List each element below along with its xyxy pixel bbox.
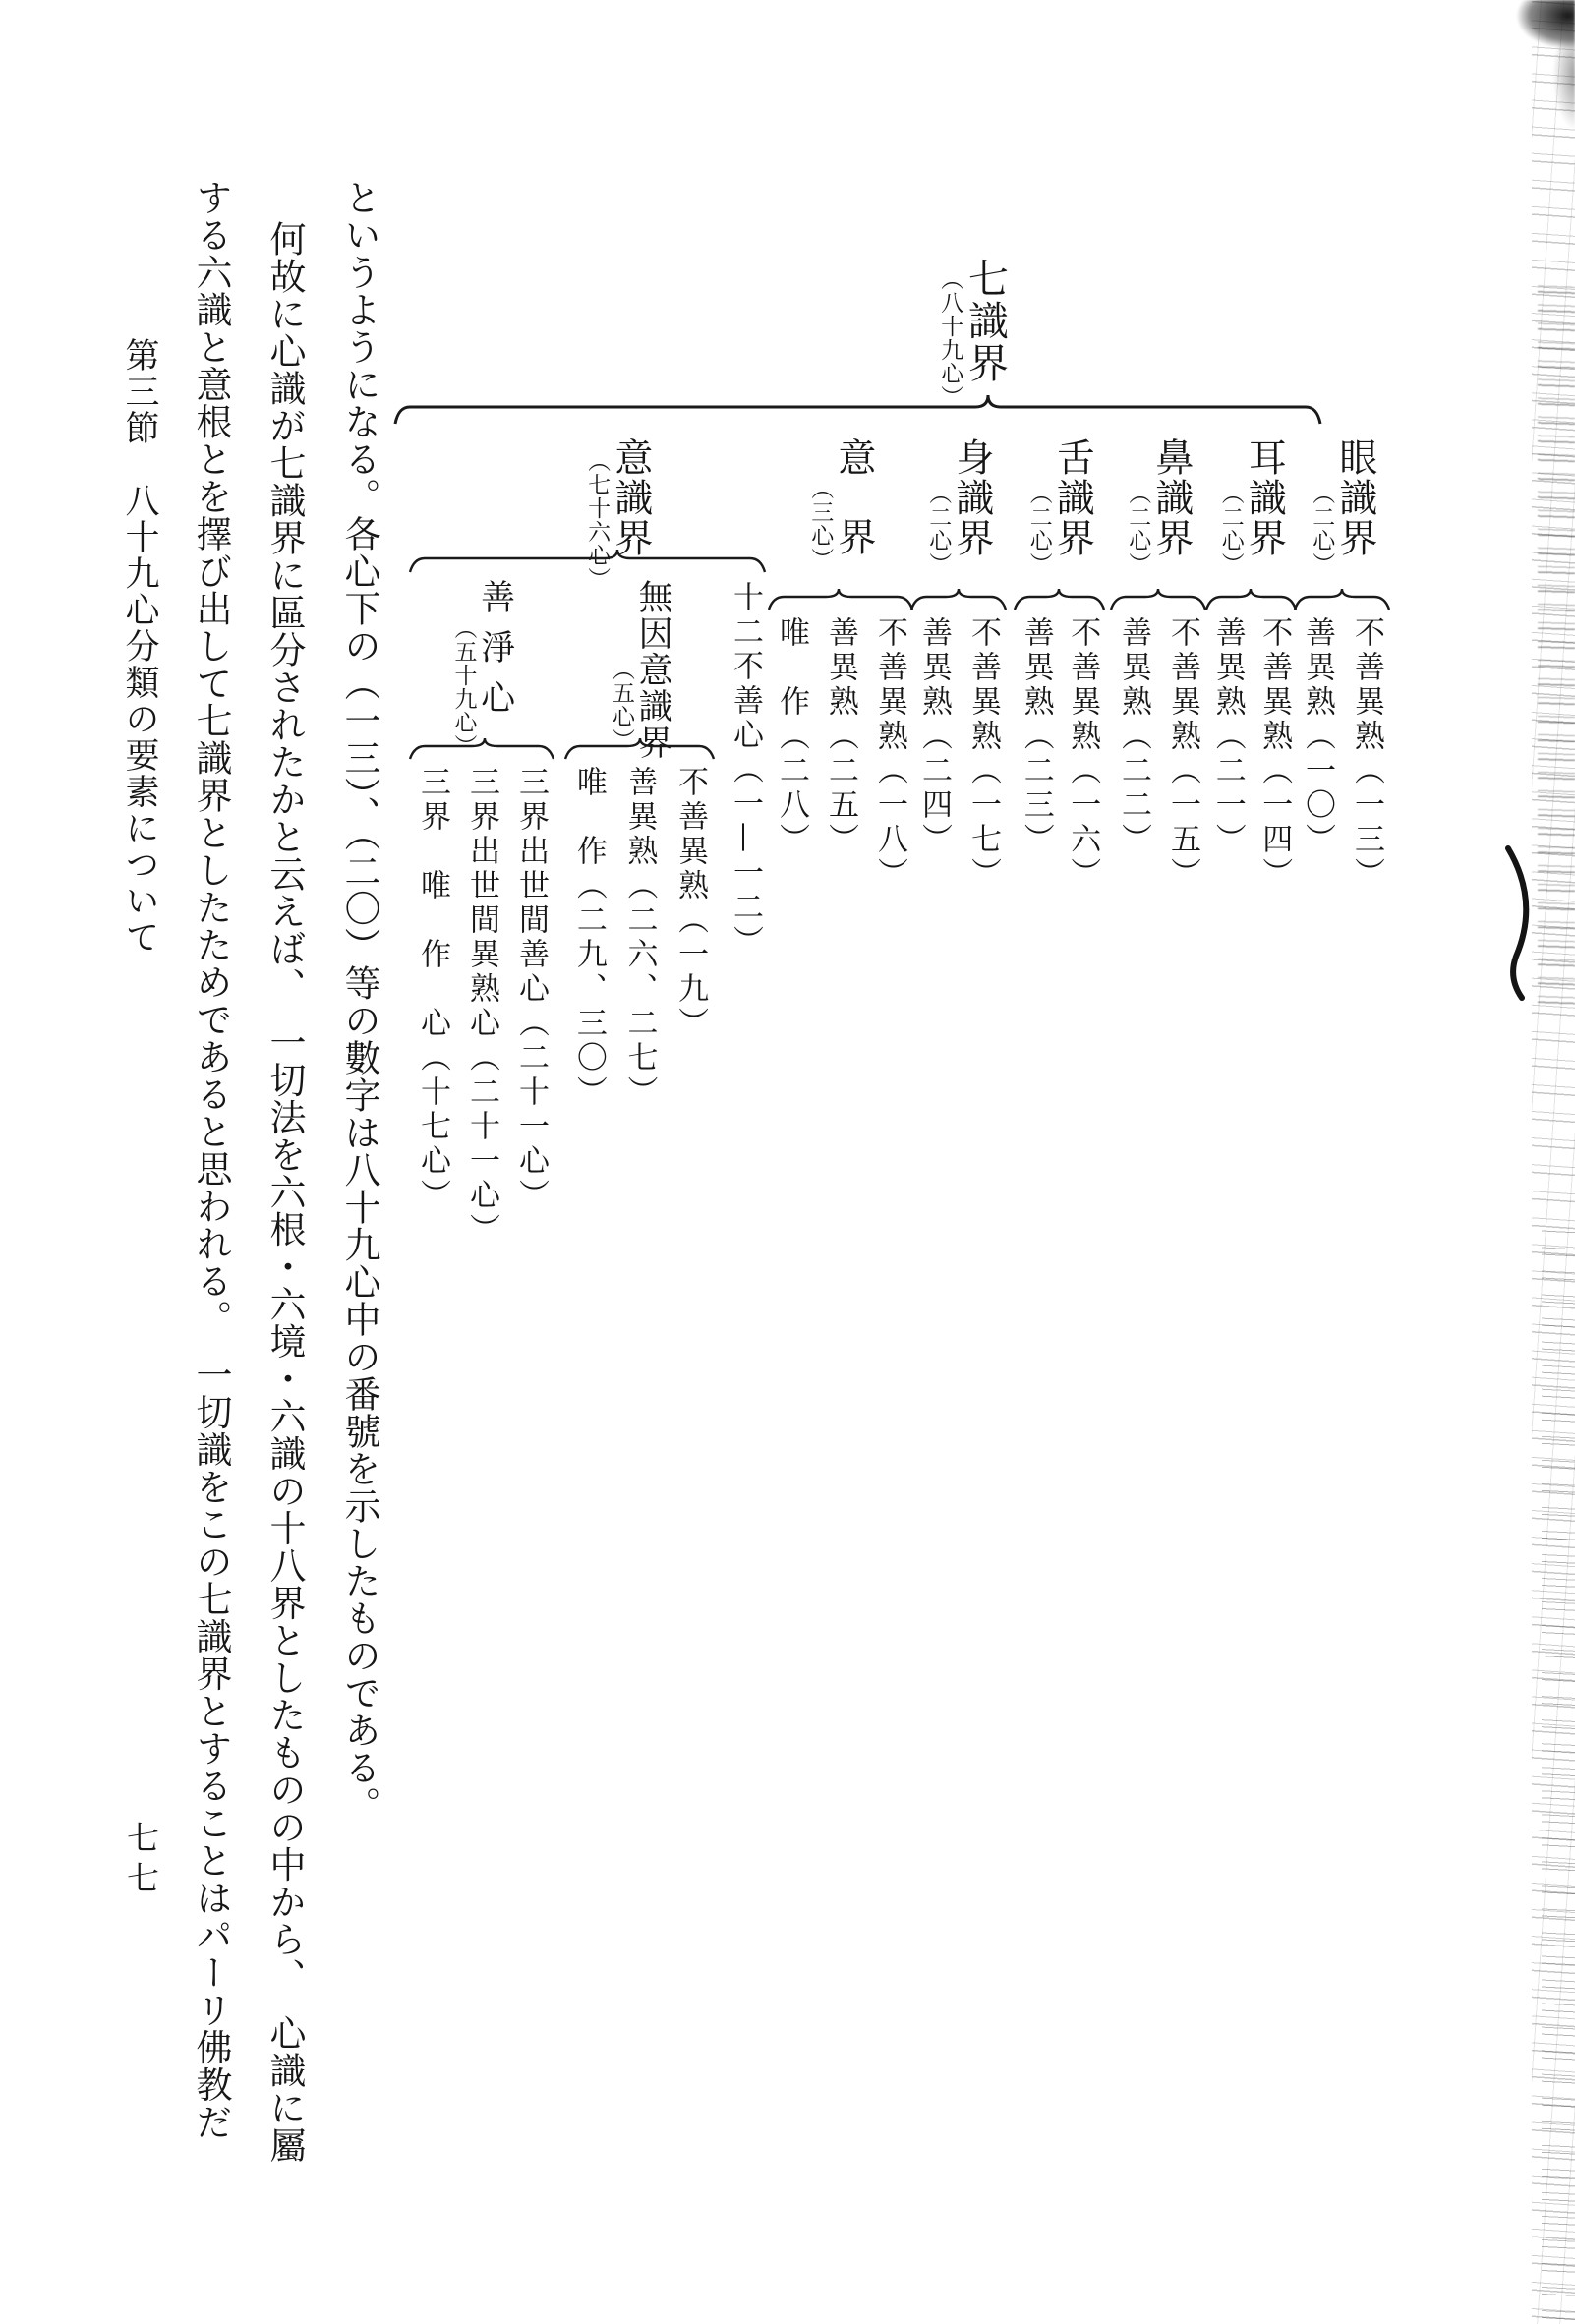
- leaf-item: 善異熟（二五）: [823, 616, 858, 857]
- leaf-row: [563, 766, 716, 1110]
- group-brace: [1109, 587, 1207, 612]
- leaf-item: 唯 作（二九、三〇）: [570, 766, 607, 1110]
- paragraph-column-1: というようになる。各心下の（一三）、（二〇）等の數字は八十九心中の番號を示したものである。: [338, 179, 380, 1824]
- group-mind-element: [767, 437, 914, 892]
- group-annotation: （二心）: [1125, 482, 1151, 576]
- diagram-root: [936, 258, 1010, 409]
- group-eye-consciousness: [1293, 437, 1391, 892]
- group-body-consciousness: [909, 437, 1008, 892]
- leaf-row: [1013, 616, 1106, 892]
- group-ear-consciousness: [1204, 437, 1298, 892]
- scan-smudge-top-right: [1457, 0, 1575, 157]
- leaf-item: 不善異熟（一五）: [1165, 616, 1200, 892]
- group-header: [408, 437, 767, 591]
- leaf-item: 善異熟（二六、二七）: [621, 766, 658, 1110]
- section-heading: 第三節 八十九心分類の要素について: [120, 337, 159, 956]
- group-label: 鼻識界: [1148, 437, 1194, 558]
- main-brace: [393, 393, 1322, 427]
- leaf-row: [408, 766, 555, 1248]
- leaf-item: 善異熟（一〇）: [1300, 616, 1335, 857]
- group-label: 意界: [831, 437, 876, 597]
- group-label: 舌識界: [1050, 437, 1095, 558]
- group-brace: [909, 587, 1008, 612]
- group-brace: [1204, 587, 1298, 612]
- leaf-item: 不善異熟（一九）: [672, 766, 709, 1041]
- group-annotation: （二心）: [1025, 482, 1052, 576]
- group-brace: [1293, 587, 1391, 612]
- leaf-item: 不善異熟（一八）: [872, 616, 907, 892]
- paragraph-column-2: 何故に心識が七識界に區分されたかと云えば、 一切法を六根・六境・六識の十八界としたものの中から、 心識に屬: [263, 220, 306, 2164]
- group-tongue-consciousness: [1013, 437, 1106, 892]
- paragraph-column-3: する六識と意根とを擇び出して七識界としたためであると思われる。 一切識をこの七識界とすることはパーリ佛教だ: [190, 179, 232, 2141]
- leaf-item: 不善異熟（一六）: [1065, 616, 1101, 892]
- subgroup-label: 無因意識界: [633, 579, 673, 761]
- group-annotation: （二心）: [1217, 482, 1244, 576]
- leaf-item: 十二不善心（一—一二）: [728, 581, 763, 959]
- subgroup-brace: [563, 736, 716, 762]
- leaf-item: 唯 作（二八）: [774, 616, 809, 857]
- leaf-row: [767, 616, 914, 892]
- subgroup-brace: [408, 736, 555, 762]
- subgroup-annotation: （五十九心）: [450, 616, 477, 758]
- leaf-item: 不善異熟（一三）: [1349, 616, 1384, 892]
- group-label: 耳識界: [1242, 437, 1287, 558]
- subgroup-header: [608, 579, 673, 761]
- subgroup-label: 善淨心: [475, 579, 515, 729]
- group-label: 意識界: [608, 437, 653, 558]
- group-annotation: （三心）: [807, 477, 834, 571]
- group-annotation: （二心）: [925, 482, 952, 576]
- group-nose-consciousness: [1109, 437, 1207, 892]
- group-annotation: （七十六心）: [584, 449, 611, 591]
- group-label: 身識界: [949, 437, 994, 558]
- leaf-item: 善異熟（二一）: [1209, 616, 1246, 857]
- group-header: [1025, 437, 1094, 587]
- subgroup-annotation: （五心）: [608, 658, 634, 752]
- group-header: [1217, 437, 1286, 587]
- leaf-item: 三界 唯 作 心（十七心）: [415, 766, 450, 1213]
- group-brace: [767, 587, 914, 612]
- leaf-row: [909, 616, 1008, 892]
- group-mind-consciousness: [408, 437, 767, 1248]
- page-number: 七七: [122, 1821, 160, 1901]
- subgroup-beautiful-cittas: [408, 579, 555, 1248]
- mind-consciousness-children: [408, 579, 767, 1248]
- group-label: 眼識界: [1332, 437, 1377, 558]
- leaf-item: 善異熟（二四）: [916, 616, 952, 857]
- scan-noise-right-lower: [1542, 1229, 1575, 2324]
- group-header: [806, 437, 876, 597]
- subgroup-rootless-mind-consciousness: [563, 579, 716, 1248]
- group-header: [924, 437, 993, 587]
- leaf-item: 善異熟（二二）: [1116, 616, 1151, 857]
- leaf-row: [1293, 616, 1391, 892]
- leaf-item: 三界出世間善心（二十一心）: [513, 766, 549, 1213]
- group-brace: [1013, 587, 1106, 612]
- group-annotation: （二心）: [1309, 482, 1335, 576]
- scan-ink-mark: [1490, 841, 1549, 1008]
- leaf-item: 不善異熟（一四）: [1256, 616, 1293, 892]
- group-header: [1124, 437, 1193, 587]
- root-label: 七識界: [962, 258, 1010, 384]
- root-annotation: （八十九心）: [937, 267, 963, 409]
- subgroup-header: [449, 579, 515, 758]
- leaf-item: 不善異熟（一七）: [965, 616, 1001, 892]
- group-brace: [408, 548, 767, 575]
- leaf-item: 善異熟（二三）: [1018, 616, 1054, 857]
- leaf-row: [1109, 616, 1207, 892]
- group-header: [1308, 437, 1376, 587]
- leaf-item: 三界出世間異熟心（二十一心）: [464, 766, 499, 1248]
- leaf-row: [1204, 616, 1298, 892]
